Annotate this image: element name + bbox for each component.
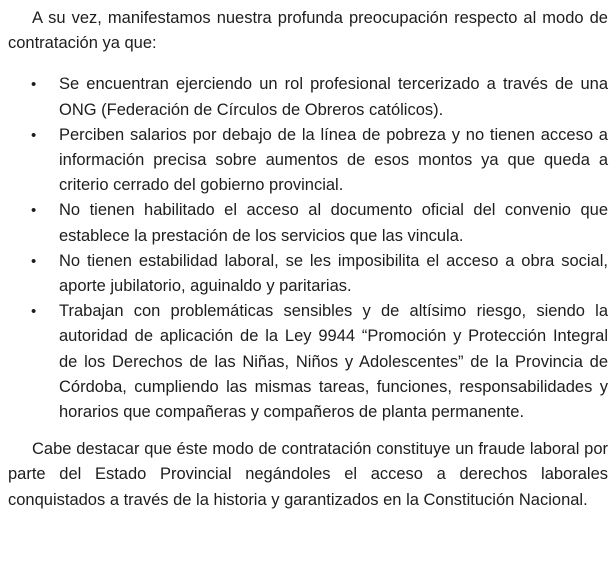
closing-paragraph: Cabe destacar que éste modo de contratación constituye un fraude laboral por parte del Estado Provincial negándoles el acceso a derechos laborales conquistados a través de la historia y garantizados en la Constitución Nacional.	[8, 440, 608, 509]
list-item-text: No tienen habilitado el acceso al documento oficial del convenio que establece la prestación de los servicios que las vincula.	[59, 201, 608, 245]
list-item-text: No tienen estabilidad laboral, se les imposibilita el acceso a obra social, aporte jubilatorio, aguinaldo y paritarias.	[59, 251, 608, 296]
document-page	[8, 6, 608, 513]
list-item-text: Trabajan con problemáticas sensibles y de altísimo riesgo, siendo la autoridad de aplicación de la Ley 9944 “Promoción y Protección Integral de los Derechos de las Niñas, Niños y Adolescentes” de la Provincia de Córdoba, cumpliendo las mismas tareas, funciones, responsabilidades y horarios que compañeras y compañeros de planta permanente.	[59, 302, 608, 422]
list-item	[8, 72, 608, 122]
bullet-icon: •	[31, 252, 37, 270]
list-item	[8, 249, 608, 299]
list-item	[8, 198, 608, 248]
bullet-icon: •	[31, 126, 37, 144]
intro-paragraph: A su vez, manifestamos nuestra profunda preocupación respecto al modo de contratación ya que:	[8, 9, 608, 53]
bullet-list	[8, 72, 608, 425]
list-item-text: Perciben salarios por debajo de la línea de pobreza y no tienen acceso a información precisa sobre aumentos de esos montos ya que queda a criterio cerrado del gobierno provincial.	[59, 125, 608, 195]
list-item	[8, 299, 608, 425]
list-item	[8, 123, 608, 199]
list-item-text: Se encuentran ejerciendo un rol profesional tercerizado a través de una ONG (Federación de Círculos de Obreros católicos).	[59, 75, 608, 119]
bullet-icon: •	[31, 76, 37, 94]
bullet-icon: •	[31, 202, 37, 220]
bullet-icon: •	[31, 303, 37, 321]
